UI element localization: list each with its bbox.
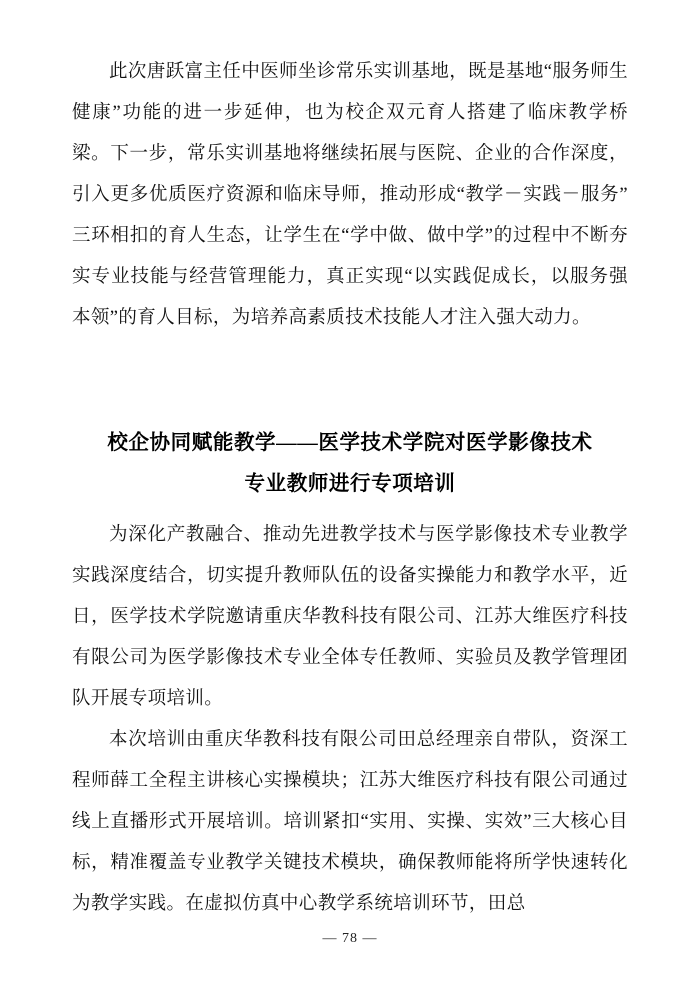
page-content: [72, 52, 628, 925]
article-paragraph-1: 为深化产教融合、推动先进教学技术与医学影像技术专业教学实践深度结合，切实提升教师队伍的设备实操能力和教学水平，近日，医学技术学院邀请重庆华教科技有限公司、江苏大维医疗科技有限公司为医学影像技术专业全体专任教师、实验员及教学管理团队开展专项培训。: [72, 525, 628, 709]
page-number: — 78 —: [322, 931, 378, 946]
article-title-line-1: 校企协同赋能教学——医学技术学院对医学影像技术: [107, 432, 593, 454]
article-title-line-2: 专业教师进行专项培训: [244, 473, 456, 495]
title-spacer: [72, 505, 628, 515]
paragraph-intro: 此次唐跃富主任中医师坐诊常乐实训基地，既是基地“服务师生健康”功能的进一步延伸，也为校企双元育人搭建了临床教学桥梁。下一步，常乐实训基地将继续拓展与医院、企业的合作深度，引入更多优质医疗资源和临床导师，推动形成“教学－实践－服务”三环相扣的育人生态，让学生在“学中做、做中学”的过程中不断夯实专业技能与经营管理能力，真正实现“以实践促成长，以服务强本领”的育人目标，为培养高素质技术技能人才注入强大动力。: [72, 62, 628, 328]
article-title: [72, 423, 628, 505]
article-paragraph-2: 本次培训由重庆华教科技有限公司田总经理亲自带队，资深工程师薛工全程主讲核心实操模块；江苏大维医疗科技有限公司通过线上直播形式开展培训。培训紧扣“实用、实操、实效”三大核心目标，精准覆盖专业教学关键技术模块，确保教师能将所学快速转化为教学实践。在虚拟仿真中心教学系统培训环节，田总: [72, 730, 628, 914]
article-body: [72, 515, 628, 925]
section-spacer: [72, 339, 628, 423]
